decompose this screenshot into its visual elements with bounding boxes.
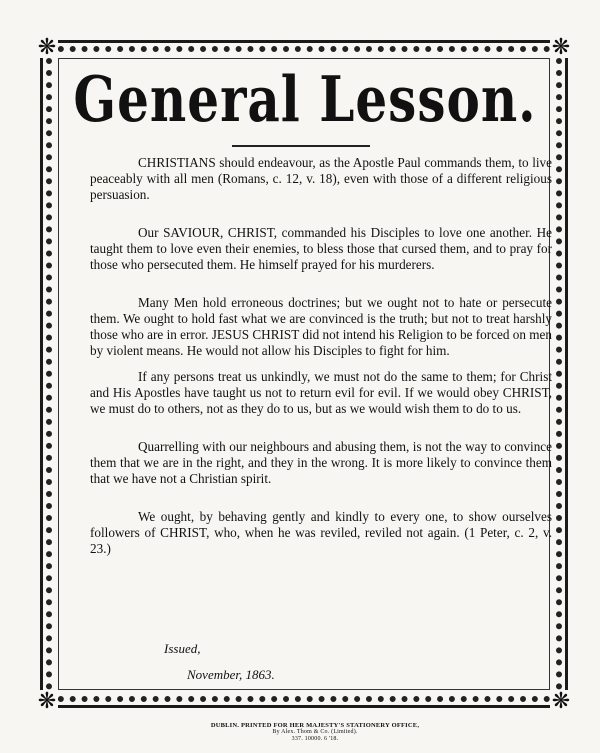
paragraph: If any persons treat us unkindly, we must not do the same to them; for Christ and His Apostles have taught us not to return evil for evil. If we would obey CHRIST, we must do to others, not as they do to us, but as we would wish them to do to us. [90, 369, 552, 416]
paragraph: Quarrelling with our neighbours and abusing them, is not the way to convince them that we are in the right, and they in the wrong. It is more likely to convince them that we have not a Christian spirit. [90, 439, 552, 486]
corner-ornament-icon: ❋ [37, 688, 57, 713]
imprint-line: By Alex. Thom & Co. (Limited). [272, 729, 358, 735]
title-divider [232, 145, 370, 147]
paragraph: Many Men hold erroneous doctrines; but we ought not to hate or persecute them. We ought to hold fast what we are convinced is the truth; but not to treat harshly those who are in error. JESUS CHRIST did not intend his Religion to be forced on men by violent means. He would not allow his Disciples to fight for him. [90, 295, 552, 358]
corner-ornament-icon: ❋ [551, 688, 571, 713]
imprint-line: DUBLIN. PRINTED FOR HER MAJESTY'S STATIONERY OFFICE, [210, 722, 420, 729]
imprint-line: 337. 10000. 6 '18. [291, 736, 339, 742]
issued-label: Issued, [164, 641, 201, 656]
paragraph: We ought, by behaving gently and kindly to every one, to show ourselves followers of CHRIST, who, when he was reviled, reviled not again. (1 Peter, c. 2, v. 23.) [90, 509, 552, 556]
printer-imprint [200, 722, 430, 743]
paragraph: CHRISTIANS should endeavour, as the Apostle Paul commands them, to live peaceably with all men (Romans, c. 12, v. 18), even with those of a different religious persuasion. [90, 155, 552, 202]
corner-ornament-icon: ❋ [551, 34, 571, 59]
paragraph: Our SAVIOUR, CHRIST, commanded his Disciples to love one another. He taught them to love even their enemies, to bless those that cursed them, and to pray for those who persecuted them. He himself prayed for his murderers. [90, 225, 552, 272]
issued-date: November, 1863. [187, 667, 275, 682]
page-title: General Lesson. [73, 62, 537, 136]
lesson-body [90, 155, 552, 557]
corner-ornament-icon: ❋ [37, 34, 57, 59]
